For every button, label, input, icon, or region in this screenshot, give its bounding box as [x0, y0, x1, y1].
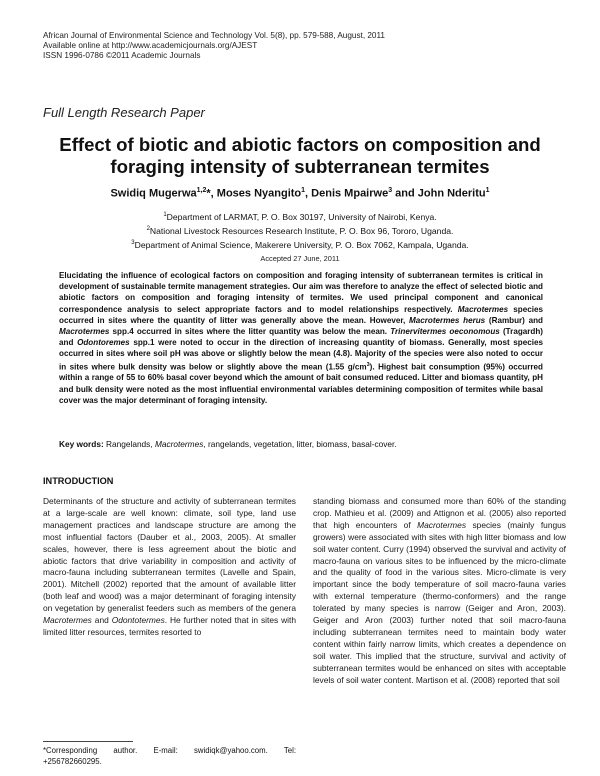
species-name: Trinervitermes oeconomous — [390, 326, 500, 336]
affiliation-line — [40, 209, 560, 223]
affiliations — [40, 209, 560, 251]
journal-url: Available online at http://www.academicjournals.org/AJEST — [43, 41, 258, 51]
author-separator: *, — [206, 187, 217, 200]
species-name: Macrotermes — [59, 326, 110, 336]
keyword-species: Macrotermes — [154, 439, 204, 449]
author-affiliation-mark: 3 — [388, 187, 393, 194]
abstract-text: (Tragardh) and — [59, 326, 543, 348]
paper-title: Effect of biotic and abiotic factors on composition and foraging intensity of subterranean termites — [59, 134, 541, 177]
superscript: 3 — [366, 361, 370, 368]
affiliation-line — [40, 223, 560, 237]
journal-header — [43, 31, 385, 62]
author-name: Denis Mpairwe — [311, 187, 389, 200]
author-name: Moses Nyangito — [216, 187, 302, 200]
abstract — [59, 270, 543, 406]
body-text: Determinants of the structure and activity of subterranean termites at a large-scale are well known: climate, soil type, land use management practices and landscape structure are among the most influential factors (Dauber et al., 2003, 2005). At smaller scales, however, there is less agreement about the biotic and abiotic factors that drive variability in composition and activity of macro-fauna including subterranean termites (Lavelle and Spain, 2001). Mitchell (2002) reported that the amount of available litter (both leaf and wood) was a major determinant of foraging intensity on vegetation by generalist feeders such as members of the genera — [43, 496, 296, 614]
author-separator: and — [392, 187, 418, 200]
affiliation-line — [40, 237, 560, 251]
paper-type: Full Length Research Paper — [43, 105, 205, 120]
journal-citation: African Journal of Environmental Science and Technology Vol. 5(8), pp. 579-588, August, 2011 — [43, 31, 385, 40]
abstract-text: spp.1 were noted to occur in the direction of increasing quantity of biomass. Generally, most species occurred in sites where soil pH was above or slightly below the mean (4.8). Majority of the species were also noted to occur in sites where bulk density was below or slightly above the mean (1.55 g/cm — [59, 338, 544, 372]
author-separator: , — [305, 187, 312, 200]
corresponding-author-footnote: *Corresponding author. E-mail: swidiqk@yahoo.com. Tel: +256782660295. — [43, 746, 296, 766]
abstract-text: (Rambur) and — [485, 315, 543, 325]
abstract-text: ). Highest bait consumption (95%) occurred within a range of 55 to 60% basal cover beyond which the amount of bait consumed reduced. Litter and biomass quantity, pH and bulk density were noted as the most influential environmental variables determining composition of termites while basal cover was the major determinant of foraging intensity. — [59, 362, 543, 405]
abstract-text: species occurred in sites where the quantity of litter was generally above the mean. However, — [59, 304, 544, 325]
affiliation-text: Department of Animal Science, Makerere University, P. O. Box 7062, Kampala, Uganda. — [134, 239, 469, 250]
affiliation-mark: 2 — [146, 225, 150, 232]
author-list — [40, 187, 560, 200]
affiliation-text: Department of LARMAT, P. O. Box 30197, University of Nairobi, Kenya. — [166, 211, 437, 222]
accepted-date: Accepted 27 June, 2011 — [260, 254, 340, 263]
author-name: Swidiq Mugerwa — [110, 187, 197, 200]
affiliation-mark: 1 — [163, 212, 167, 218]
footnote-divider — [43, 741, 133, 742]
author-affiliation-mark: 1 — [301, 187, 306, 194]
keywords — [59, 439, 543, 449]
body-column-left — [43, 496, 296, 639]
genus-name: Odontotermes — [111, 615, 165, 626]
body-text: standing biomass and consumed more than 60% of the standing crop. Mathieu et al. (2009) and Attignon et al. (2005) also reported that high encounters of — [313, 496, 566, 530]
body-text: . He further noted that in sites with limited litter resources, termites resorted to — [43, 615, 296, 637]
author-affiliation-mark: 1,2 — [196, 187, 207, 194]
keywords-text: , rangelands, vegetation, litter, biomass, basal-cover. — [203, 439, 397, 449]
genus-name: Macrotermes — [43, 615, 92, 626]
body-text: species (mainly fungus growers) were associated with sites with high litter biomass and low soil water content. Curry (1994) observed the survival and activity of macro-fauna on various sites to be influenced by the micro-climate and the quality of food in the various sites. Micro-climate is very important since the body temperature of soil macro-fauna varies with external temperature (thermo-conformers) and the range tolerated by many species is narrow (Geiger and Aron, 2003). Geiger and Aron (2003) further noted that soil macro-fauna including subterranean termites need to maintain body water content within fairly narrow limits, which creates a dependence on soil water. This implied that the structure, survival and activity of subterranean termites would be enhanced on sites with acceptable levels of soil water content. Martison et al. (2008) reported that soil — [313, 519, 566, 685]
abstract-text: spp.4 occurred in sites where the litter quantity was below the mean. — [109, 326, 391, 336]
species-name: Odontoremes — [77, 338, 130, 348]
body-column-right — [313, 496, 566, 687]
author-name: John Nderitu — [417, 187, 486, 200]
section-heading-introduction: INTRODUCTION — [43, 476, 114, 486]
body-text: and — [91, 615, 112, 626]
affiliation-text: National Livestock Resources Research Institute, P. O. Box 96, Tororo, Uganda. — [149, 225, 454, 236]
species-name: Macrotermes herus — [409, 315, 486, 325]
journal-issn: ISSN 1996-0786 ©2011 Academic Journals — [43, 51, 201, 61]
species-name: Macrotermes — [457, 304, 509, 314]
affiliation-mark: 3 — [131, 239, 135, 246]
genus-name: Macrotermes — [417, 519, 467, 530]
abstract-text: Elucidating the influence of ecological factors on composition and foraging intensity of subterranean termites is critical in development of sustainable termite management strategies. Our aim was therefore to analyze the effect of selected biotic and abiotic factors on composition and foraging intensity of termites. We used principal component and canonical correspondence analysis to select appropriate factors and to model relationships respectively. — [59, 271, 543, 314]
keywords-text: Rangelands, — [103, 439, 155, 449]
author-affiliation-mark: 1 — [485, 187, 490, 194]
keywords-label: Key words: — [59, 439, 104, 449]
